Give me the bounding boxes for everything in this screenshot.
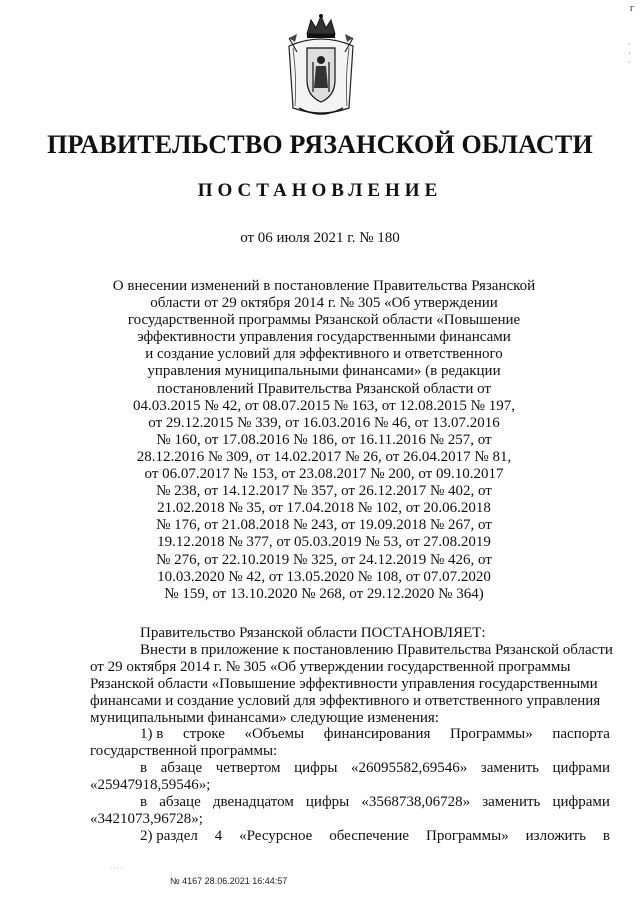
item-1-continuation: государственной программы: <box>90 743 278 760</box>
title-line: 21.02.2018 № 35, от 17.04.2018 № 102, от 20.06.2018 <box>157 500 491 517</box>
word: цифрами <box>552 794 610 811</box>
word: «Объемы <box>244 726 305 743</box>
title-line: управления муниципальными финансами» (в редакции <box>147 363 501 380</box>
word: изложить <box>525 827 586 844</box>
word: абзаце <box>160 760 203 777</box>
intro-line: Рязанской области «Повышение эффективности управления государственными <box>90 675 598 692</box>
document-date: от 06 июля 2021 г. № 180 <box>240 230 400 246</box>
footer-scan-marks: · · · · <box>110 866 123 872</box>
corner-mark: г <box>630 3 635 14</box>
word: 4 <box>214 827 223 844</box>
item-1a-continuation: «25947918,59546»; <box>90 777 211 794</box>
word: цифры <box>305 794 350 811</box>
intro-first-line: Внести в приложение к постановлению Правительства Рязанской области <box>140 641 613 658</box>
title-line: эффективности управления государственными финансами <box>137 329 511 346</box>
title-line: О внесении изменений в постановление Правительства Рязанской <box>112 278 536 294</box>
word: цифрами <box>552 760 610 777</box>
word: паспорта <box>552 726 610 743</box>
word: «Ресурсное <box>239 827 313 844</box>
title-line: 10.03.2020 № 42, от 13.05.2020 № 108, от 07.07.2020 <box>157 568 491 585</box>
item-1a-line <box>90 760 610 777</box>
word: абзаце <box>159 794 201 811</box>
word: финансирования <box>323 726 431 743</box>
item-1b-continuation: «3421073,96728»; <box>90 810 203 827</box>
word: 2) раздел <box>140 827 198 844</box>
title-line: № 238, от 14.12.2017 № 357, от 26.12.2017 № 402, от <box>156 483 492 500</box>
footer-registration-stamp: № 4167 28.06.2021 16:44:57 <box>170 876 288 886</box>
title-line: № 159, от 13.10.2020 № 268, от 29.12.2020 № 364) <box>164 585 484 602</box>
title-line: от 06.07.2017 № 153, от 23.08.2017 № 200, от 09.10.2017 <box>144 466 504 483</box>
word: строке <box>182 726 225 743</box>
coat-of-arms-emblem <box>283 12 359 120</box>
document-type: ПОСТАНОВЛЕНИЕ <box>197 180 443 201</box>
decree-statement: Правительство Рязанской области ПОСТАНОВЛЯЕТ: <box>140 625 486 641</box>
title-line: от 29.12.2015 № 339, от 16.03.2016 № 46, от 13.07.2016 <box>148 414 500 431</box>
title-line: и создание условий для эффективного и ответственного <box>145 346 503 363</box>
word: в <box>602 827 610 844</box>
title-line: 04.03.2015 № 42, от 08.07.2015 № 163, от 12.08.2015 № 197, <box>133 397 515 414</box>
word: заменить <box>480 760 539 777</box>
title-line: области от 29 октября 2014 г. № 305 «Об утверждении <box>150 295 498 312</box>
intro-line: от 29 октября 2014 г. № 305 «Об утверждении государственной программы <box>90 658 571 675</box>
title-line: 19.12.2018 № 377, от 05.03.2019 № 53, от 27.08.2019 <box>157 534 491 551</box>
title-line: № 176, от 21.08.2018 № 243, от 19.09.2018 № 267, от <box>156 517 492 534</box>
title-line: 28.12.2016 № 309, от 14.02.2017 № 26, от 26.04.2017 № 81, <box>136 448 512 465</box>
title-line: постановлений Правительства Рязанской области от <box>157 380 491 397</box>
item-1b-line <box>90 794 610 811</box>
item-2-line <box>90 828 610 845</box>
word: двенадцатом <box>212 794 294 811</box>
word: «26095582,69546» <box>350 760 468 777</box>
word: Программы» <box>450 726 533 743</box>
word: в <box>140 760 148 777</box>
word: в <box>140 794 148 811</box>
word: 1) в <box>140 726 164 743</box>
word: заменить <box>482 794 541 811</box>
word: цифры <box>294 760 338 777</box>
side-margin-mark: · · · <box>628 40 631 67</box>
word: Программы» <box>426 827 509 844</box>
intro-line: финансами и создание условий для эффективного и ответственного управления <box>90 692 601 709</box>
title-line: № 276, от 22.10.2019 № 325, от 24.12.2019 № 426, от <box>156 551 492 568</box>
intro-line: муниципальными финансами» следующие изменения: <box>90 709 439 726</box>
word: четвертом <box>215 760 281 777</box>
document-body <box>90 625 613 845</box>
word: обеспечение <box>329 827 410 844</box>
item-1-line <box>90 726 610 743</box>
title-line: государственной программы Рязанской области «Повышение <box>127 312 521 329</box>
title-line: № 160, от 17.08.2016 № 186, от 16.11.2016 № 257, от <box>156 431 492 448</box>
word: «3568738,06728» <box>361 794 471 811</box>
resolution-title <box>96 278 552 603</box>
organization-title: ПРАВИТЕЛЬСТВО РЯЗАНСКОЙ ОБЛАСТИ <box>47 130 593 159</box>
